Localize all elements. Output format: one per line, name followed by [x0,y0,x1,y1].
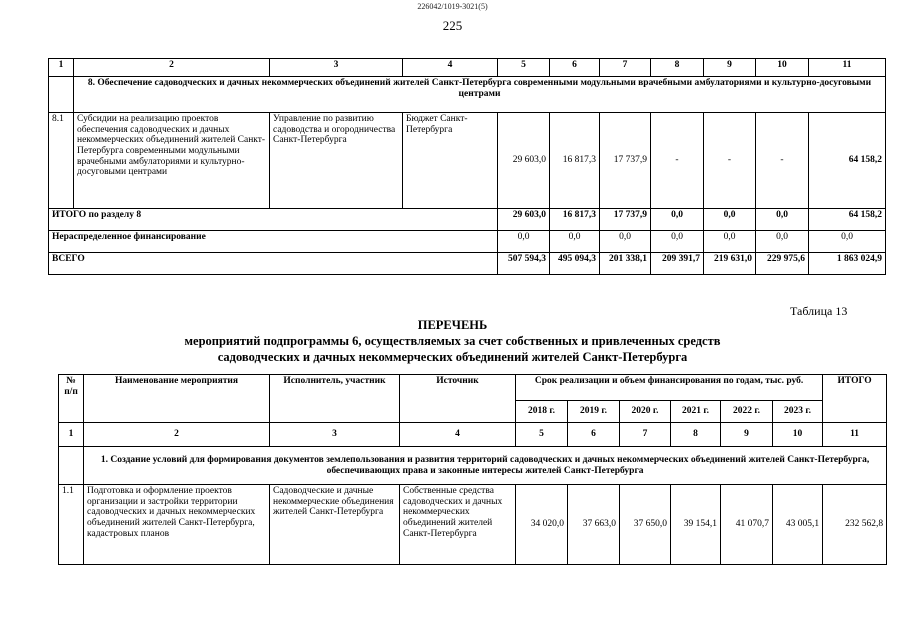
header-num: № п/п [59,375,84,423]
unallocated-2021: 0,0 [651,231,704,253]
value-2021: 39 154,1 [671,485,721,565]
header-executor: Исполнитель, участник [270,375,400,423]
col-number-9: 9 [704,59,756,77]
header-period: Срок реализации и объем финансирования по годам, тыс. руб. [516,375,823,401]
col-number-4: 4 [400,423,516,447]
value-2019: 37 663,0 [568,485,620,565]
unallocated-2022: 0,0 [704,231,756,253]
col-number-11: 11 [823,423,887,447]
measures-table [58,374,887,565]
list-subtitle-line2: садоводческих и дачных некоммерческих объединений жителей Санкт-Петербурга [217,350,688,364]
col-number-4: 4 [403,59,498,77]
grand-total-row [49,253,886,275]
col-number-7: 7 [620,423,671,447]
header-name: Наименование мероприятия [84,375,270,423]
unallocated-row [49,231,886,253]
header-year-2018: 2018 г. [516,401,568,423]
row-source: Бюджет Санкт-Петербурга [403,113,498,209]
row-source: Собственные средства садоводческих и дачных некоммерческих объединений жителей Санкт-Петербурга [400,485,516,565]
vsego-2018: 507 594,3 [498,253,550,275]
row-total: 232 562,8 [823,485,887,565]
header-year-2023: 2023 г. [773,401,823,423]
value-2019: 16 817,3 [550,113,600,209]
col-number-6: 6 [550,59,600,77]
unallocated-2020: 0,0 [600,231,651,253]
header-year-2020: 2020 г. [620,401,671,423]
col-number-3: 3 [270,423,400,447]
col-number-6: 6 [568,423,620,447]
col-number-2: 2 [84,423,270,447]
row-executor: Управление по развитию садоводства и огородничества Санкт-Петербурга [270,113,403,209]
section-8-title: 8. Обеспечение садоводческих и дачных некоммерческих объединений жителей Санкт-Петербурга современными модульными врачебными амбулаториями и культурно-досуговыми центрами [74,77,886,113]
unallocated-total: 0,0 [809,231,886,253]
col-number-1: 1 [59,423,84,447]
col-number-7: 7 [600,59,651,77]
section-number-cell [59,447,84,485]
value-2022: - [704,113,756,209]
col-number-9: 9 [721,423,773,447]
col-number-5: 5 [498,59,550,77]
vsego-2020: 201 338,1 [600,253,651,275]
section-total-row [49,209,886,231]
unallocated-label: Нераспределенное финансирование [49,231,498,253]
unallocated-2018: 0,0 [498,231,550,253]
value-2023: 43 005,1 [773,485,823,565]
itogo-2023: 0,0 [756,209,809,231]
column-number-row [59,423,887,447]
unallocated-2019: 0,0 [550,231,600,253]
grand-total-label: ВСЕГО [49,253,498,275]
col-number-1: 1 [49,59,74,77]
funding-table-continued [48,58,886,275]
row-name: Подготовка и оформление проектов организации и застройки территории садоводческих и дачных некоммерческих объединений жителей Санкт-Петербурга, кадастровых планов [84,485,270,565]
col-number-10: 10 [773,423,823,447]
column-number-row [49,59,886,77]
row-number: 1.1 [59,485,84,565]
list-subtitle-line1: мероприятий подпрограммы 6, осуществляемых за счет собственных и привлеченных средств [184,334,721,348]
header-source: Источник [400,375,516,423]
itogo-2020: 17 737,9 [600,209,651,231]
col-number-5: 5 [516,423,568,447]
col-number-8: 8 [671,423,721,447]
itogo-2019: 16 817,3 [550,209,600,231]
vsego-2021: 209 391,7 [651,253,704,275]
row-number: 8.1 [49,113,74,209]
unallocated-2023: 0,0 [756,231,809,253]
header-year-2019: 2019 г. [568,401,620,423]
value-2020: 37 650,0 [620,485,671,565]
vsego-total: 1 863 024,9 [809,253,886,275]
value-2020: 17 737,9 [600,113,651,209]
col-number-11: 11 [809,59,886,77]
vsego-2019: 495 094,3 [550,253,600,275]
itogo-2021: 0,0 [651,209,704,231]
col-number-3: 3 [270,59,403,77]
row-name: Субсидии на реализацию проектов обеспечения садоводческих и дачных некоммерческих объединений жителей Санкт-Петербурга современными модульными врачебными амбулаториями и культурно-досуговыми центрами [74,113,270,209]
table-label: Таблица 13 [790,304,848,318]
header-year-2021: 2021 г. [671,401,721,423]
itogo-total: 64 158,2 [809,209,886,231]
value-2018: 34 020,0 [516,485,568,565]
value-2018: 29 603,0 [498,113,550,209]
vsego-2022: 219 631,0 [704,253,756,275]
page-number: 225 [442,18,463,33]
table-row [49,113,886,209]
col-number-8: 8 [651,59,704,77]
header-year-2022: 2022 г. [721,401,773,423]
document-id: 226042/1019-3021(5) [417,2,488,11]
value-2022: 41 070,7 [721,485,773,565]
row-total: 64 158,2 [809,113,886,209]
value-2023: - [756,113,809,209]
section-number-cell [49,77,74,113]
table-row [59,485,887,565]
itogo-2022: 0,0 [704,209,756,231]
itogo-2018: 29 603,0 [498,209,550,231]
list-title: ПЕРЕЧЕНЬ [417,318,488,332]
header-total: ИТОГО [823,375,887,423]
col-number-2: 2 [74,59,270,77]
row-executor: Садоводческие и дачные некоммерческие объединения жителей Санкт-Петербурга [270,485,400,565]
value-2021: - [651,113,704,209]
section-total-label: ИТОГО по разделу 8 [49,209,498,231]
section-1-title: 1. Создание условий для формирования документов землепользования и развития территорий садоводческих и дачных некоммерческих объединений жителей Санкт-Петербурга, обеспечивающих права и законные интересы жителей Санкт-Петербурга [84,447,887,485]
col-number-10: 10 [756,59,809,77]
vsego-2023: 229 975,6 [756,253,809,275]
